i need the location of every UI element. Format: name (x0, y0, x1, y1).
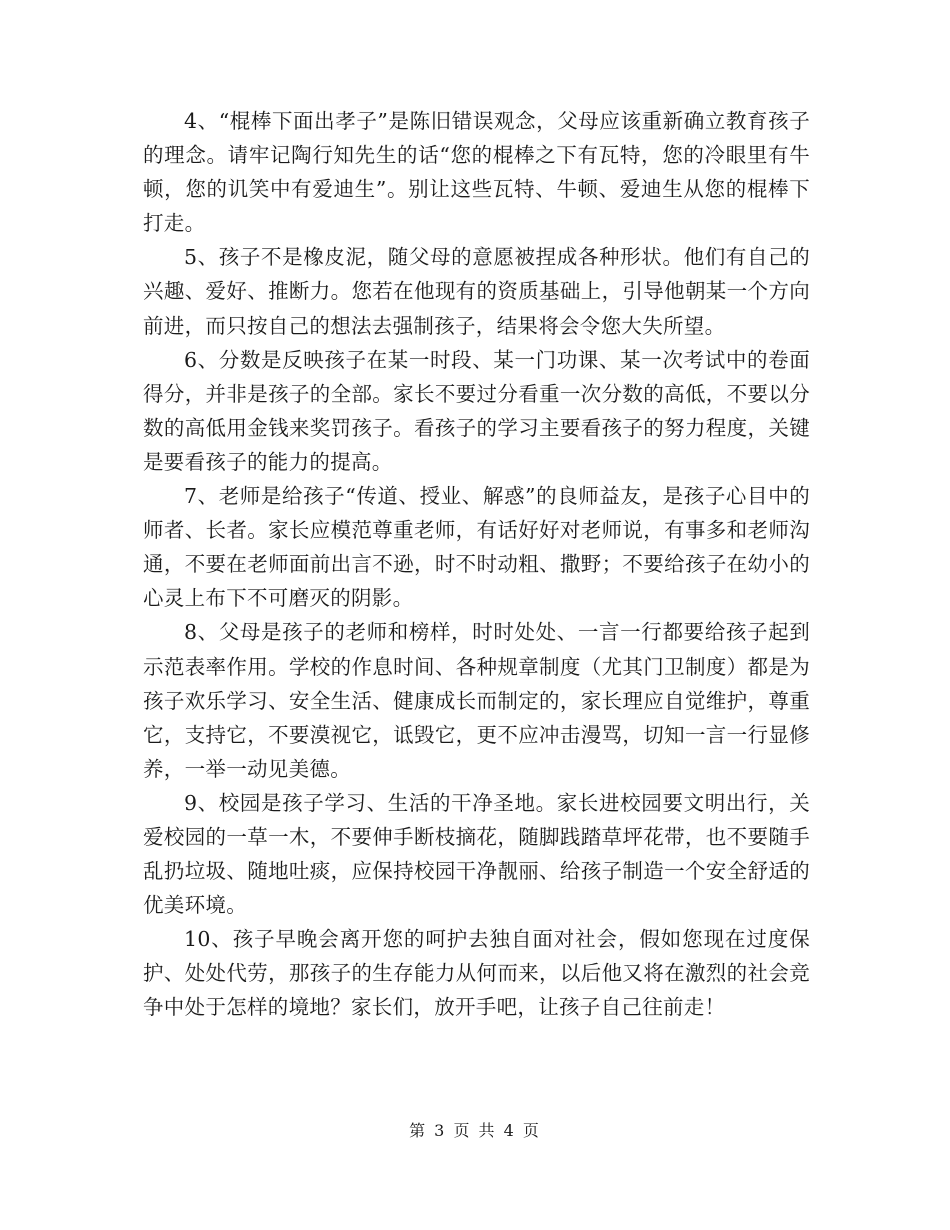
paragraph-8: 8、父母是孩子的老师和榜样，时时处处、一言一行都要给孩子起到示范表率作用。学校的作息时间、各种规章制度（尤其门卫制度）都是为孩子欢乐学习、安全生活、健康成长而制定的，家长理应自觉维护，尊重它，支持它，不要漠视它，诋毁它，更不应冲击漫骂，切知一言一行显修养，一举一动见美德。 (143, 620, 810, 781)
document-body (143, 104, 810, 1025)
paragraph-4: 4、“棍棒下面出孝子”是陈旧错误观念，父母应该重新确立教育孩子的理念。请牢记陶行知先生的话“您的棍棒之下有瓦特，您的冷眼里有牛顿，您的讥笑中有爱迪生”。别让这些瓦特、牛顿、爱迪生从您的棍棒下打走。 (143, 109, 810, 236)
paragraph-10: 10、孩子早晚会离开您的呵护去独自面对社会，假如您现在过度保护、处处代劳，那孩子的生存能力从何而来，以后他又将在激烈的社会竞争中处于怎样的境地？家长们，放开手吧，让孩子自己往前走！ (143, 927, 810, 1020)
paragraph-6: 6、分数是反映孩子在某一时段、某一门功课、某一次考试中的卷面得分，并非是孩子的全部。家长不要过分看重一次分数的高低，不要以分数的高低用金钱来奖罚孩子。看孩子的学习主要看孩子的努力程度，关键是要看孩子的能力的提高。 (143, 347, 810, 474)
paragraph-5: 5、孩子不是橡皮泥，随父母的意愿被捏成各种形状。他们有自己的兴趣、爱好、推断力。您若在他现有的资质基础上，引导他朝某一个方向前进，而只按自己的想法去强制孩子，结果将会令您大失所望。 (143, 245, 810, 338)
paragraph-7: 7、老师是给孩子“传道、授业、解惑”的良师益友，是孩子心目中的师者、长者。家长应模范尊重老师，有话好好对老师说，有事多和老师沟通，不要在老师面前出言不逊，时不时动粗、撒野；不要给孩子在幼小的心灵上布下不可磨灭的阴影。 (143, 484, 810, 611)
paragraph-9: 9、校园是孩子学习、生活的干净圣地。家长进校园要文明出行，关爱校园的一草一木，不要伸手断枝摘花，随脚践踏草坪花带，也不要随手乱扔垃圾、随地吐痰，应保持校园干净靓丽、给孩子制造一个安全舒适的优美环境。 (143, 790, 810, 918)
page-number-footer: 第 3 页 共 4 页 (409, 1121, 541, 1140)
